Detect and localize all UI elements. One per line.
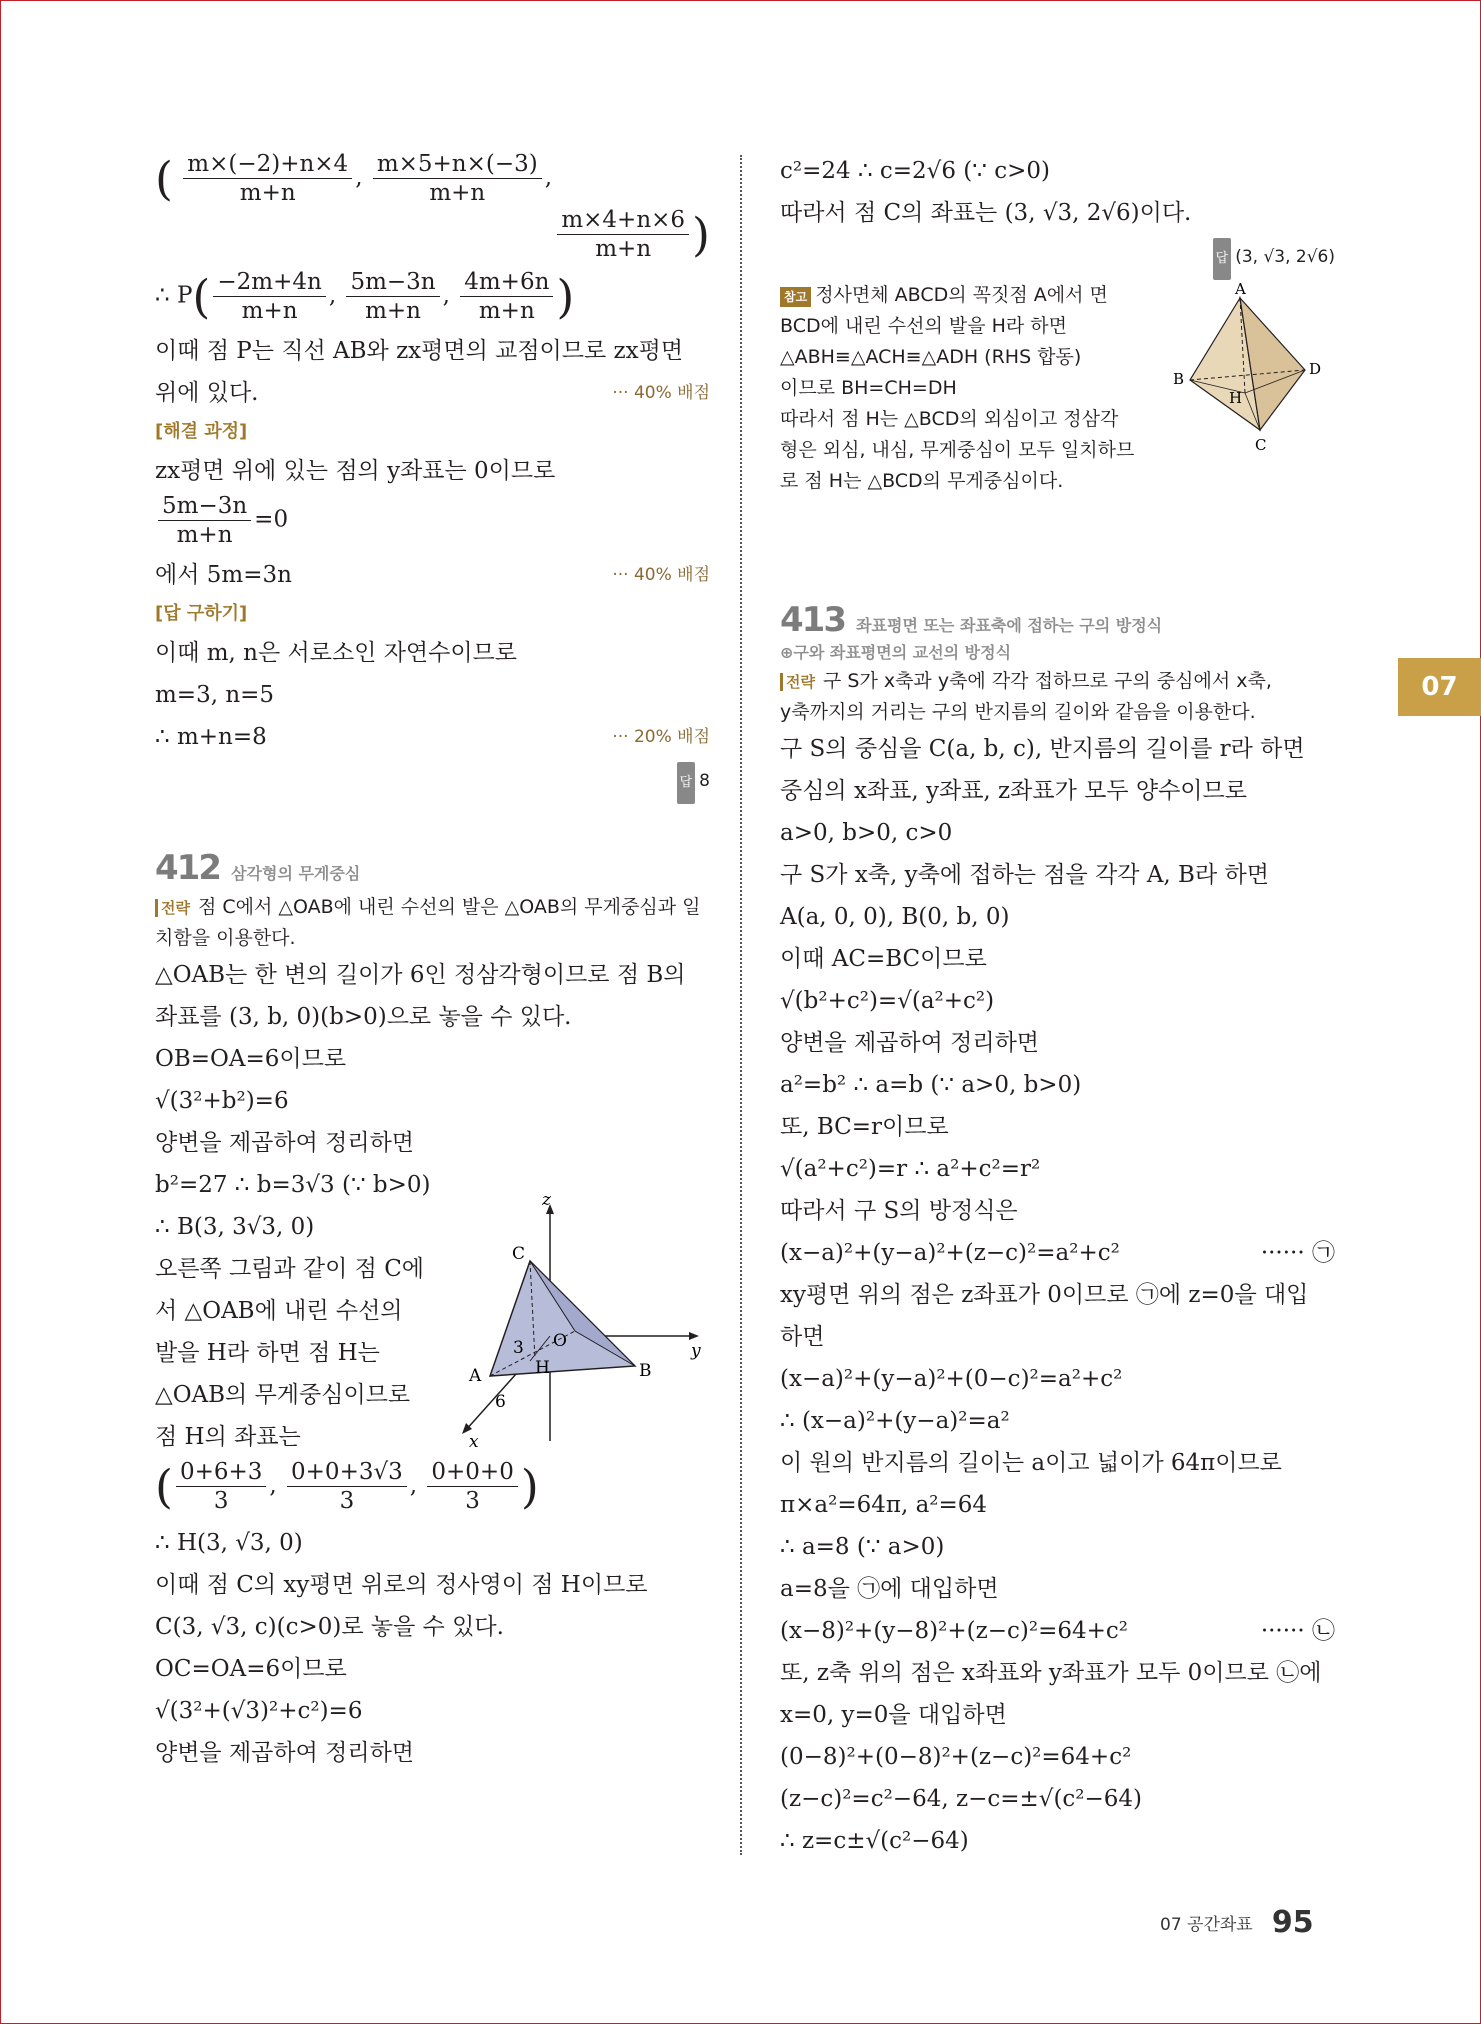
label-d: D xyxy=(1309,360,1322,378)
text-line: OB=OA=6이므로 xyxy=(155,1046,347,1072)
label-three: 3 xyxy=(513,1338,524,1358)
text-line: 이때 점 C의 xy평면 위로의 정사영이 점 H이므로 xyxy=(155,1572,648,1598)
fraction: $\frac{m\times(-2)+n\times 4}{m+n}$ xyxy=(183,150,352,207)
text-line: 이때 점 P는 직선 AB와 zx평면의 교점이므로 zx평면 xyxy=(155,338,684,364)
note-block xyxy=(780,280,1335,530)
text-line: √(b²+c²)=√(a²+c²) xyxy=(780,988,995,1014)
text-line: 따라서 점 C의 좌표는 (3, √3, 2√6)이다. xyxy=(780,200,1192,226)
text-line: π×a²=64π, a²=64 xyxy=(780,1492,988,1518)
text-line: (0−8)²+(0−8)²+(z−c)²=64+c² xyxy=(780,1744,1132,1770)
centroid-formula: ( $\frac{0+6+3}{3}$ , $\frac{0+0+3√3}{3}$ , $\frac{0+0+0}{3}$ ) xyxy=(155,1459,539,1514)
text-line: 또, z축 위의 점은 x좌표와 y좌표가 모두 0이므로 ㉡에 xyxy=(780,1660,1322,1686)
problem-412-header xyxy=(155,848,710,888)
problem-number: 412 xyxy=(155,848,220,888)
y-arrow-icon xyxy=(689,1332,699,1340)
chapter-tab: 07 xyxy=(1398,658,1481,716)
text-line: 서 △OAB에 내린 수선의 xyxy=(155,1298,403,1324)
label-c: C xyxy=(512,1244,526,1264)
label-h: H xyxy=(1229,389,1243,407)
label-six: 6 xyxy=(495,1392,506,1412)
footer-chapter: 07 공간좌표 xyxy=(1160,1915,1253,1935)
text-line: a=8을 ㉠에 대입하면 xyxy=(780,1576,999,1602)
label-z: z xyxy=(542,1190,551,1210)
label-h: H xyxy=(535,1358,550,1378)
text-line: √(3²+(√3)²+c²)=6 xyxy=(155,1698,363,1724)
answer-411: 답 8 xyxy=(155,758,710,804)
label-a: A xyxy=(1235,280,1246,298)
problem-413-header xyxy=(780,600,1335,640)
problem-subtitle: ⊕구와 좌표평면의 교선의 방정식 xyxy=(780,643,1012,662)
answer-icon: 답 xyxy=(677,762,696,804)
section-formula-line2: $\frac{m\times 4+n\times 6}{m+n}$ ) xyxy=(155,206,710,268)
text-line: 오른쪽 그림과 같이 점 C에 xyxy=(155,1256,425,1282)
answer-412: 답 (3, √3, 2√6) xyxy=(780,234,1335,280)
fraction: $\frac{m\times 5+n\times(-3)}{m+n}$ xyxy=(373,150,542,207)
text-line: 또, BC=r이므로 xyxy=(780,1114,949,1140)
fraction: $\frac{m\times 4+n\times 6}{m+n}$ xyxy=(557,206,689,263)
label-b: B xyxy=(1173,370,1185,388)
text-line: 하면 xyxy=(780,1324,825,1350)
text-line: m=3, n=5 xyxy=(155,682,275,708)
label-x: x xyxy=(469,1432,479,1452)
text-line: △OAB는 한 변의 길이가 6인 정삼각형이므로 점 B의 xyxy=(155,962,686,988)
label-c: C xyxy=(1255,436,1267,454)
text-line: A(a, 0, 0), B(0, b, 0) xyxy=(780,904,1010,930)
text-line: √(3²+b²)=6 xyxy=(155,1088,289,1114)
text-line: ∴ H(3, √3, 0) xyxy=(155,1530,303,1556)
strategy-412: 전략 점 C에서 △OAB에 내린 수선의 발은 △OAB의 무게중심과 일치함을 이용한다. xyxy=(155,896,701,949)
text-line: c²=24 ∴ c=2√6 (∵ c>0) xyxy=(780,158,1050,184)
note-tag: 참고 xyxy=(780,287,811,307)
text-line: 좌표를 (3, b, 0)(b>0)으로 놓을 수 있다. xyxy=(155,1004,572,1030)
text-line: 점 H의 좌표는 xyxy=(155,1424,301,1450)
text-line: (x−a)²+(y−a)²+(0−c)²=a²+c² xyxy=(780,1366,1123,1392)
text-line: b²=27 ∴ b=3√3 (∵ b>0) xyxy=(155,1172,431,1198)
problem-number: 413 xyxy=(780,600,845,640)
page-number: 95 xyxy=(1271,1905,1314,1940)
tetrahedron-figure-note xyxy=(1165,280,1335,460)
text-line: a²=b² ∴ a=b (∵ a>0, b>0) xyxy=(780,1072,1082,1098)
text-line: xy평면 위의 점은 z좌표가 0이므로 ㉠에 z=0을 대입 xyxy=(780,1282,1309,1308)
text-line: 양변을 제곱하여 정리하면 xyxy=(155,1740,415,1766)
text-line: C(3, √3, c)(c>0)로 놓을 수 있다. xyxy=(155,1614,504,1640)
text-line: 이때 AC=BC이므로 xyxy=(780,946,987,972)
text-line: √(a²+c²)=r ∴ a²+c²=r² xyxy=(780,1156,1041,1182)
text-line: 따라서 구 S의 방정식은 xyxy=(780,1198,1018,1224)
note-text: 참고 정사면체 ABCD의 꼭짓점 A에서 면 BCD에 내린 수선의 발을 H라 하면 △ABH≡△ACH≡△ADH (RHS 합동) 이므로 BH=CH=DH 따라서 점 H는 △BCD의 외심이고 정삼각 형은 외심, 내심, 무게중심이 모두 일치하므 로 점 H는 △BCD의 무게중심이다. xyxy=(780,284,1135,492)
text-line: OC=OA=6이므로 xyxy=(155,1656,347,1682)
text-line: a>0, b>0, c>0 xyxy=(780,820,953,846)
point-p-formula: ∴ P( $\frac{-2m+4n}{m+n}$ , $\frac{5m-3n}{m+n}$ , $\frac{4m+6n}{m+n}$ ) xyxy=(155,269,575,324)
step-label-solve: [해결 과정] xyxy=(155,421,248,442)
text-line: 구 S의 중심을 C(a, b, c), 반지름의 길이를 r라 하면 xyxy=(780,736,1305,762)
text-line-with-score: 위에 있다. ··· 40% 배점 xyxy=(155,372,710,414)
text-line: x=0, y=0을 대입하면 xyxy=(780,1702,1007,1728)
column-divider xyxy=(740,155,742,1855)
strategy-tag: 전략 xyxy=(780,673,819,691)
label-y: y xyxy=(691,1341,701,1361)
text-line: ∴ B(3, 3√3, 0) xyxy=(155,1214,315,1240)
text-line: △OAB의 무게중심이므로 xyxy=(155,1382,411,1408)
equation-mark-2: ······ ㉡ xyxy=(1260,1618,1335,1644)
text-line: 발을 H라 하면 점 H는 xyxy=(155,1340,380,1366)
text-line: ∴ z=c±√(c²−64) xyxy=(780,1828,969,1854)
strategy-413-line2: y축까지의 거리는 구의 반지름의 길이와 같음을 이용한다. xyxy=(780,701,1256,723)
right-column xyxy=(780,150,1335,1862)
text-line: (z−c)²=c²−64, z−c=±√(c²−64) xyxy=(780,1786,1143,1812)
text-line: 이때 m, n은 서로소인 자연수이므로 xyxy=(155,640,518,666)
text-line: 양변을 제곱하여 정리하면 xyxy=(155,1130,415,1156)
equation-mark-1: ······ ㉠ xyxy=(1260,1240,1335,1266)
label-b: B xyxy=(639,1361,652,1381)
text-line-with-score: ∴ m+n=8 ··· 20% 배점 xyxy=(155,724,710,750)
score-note: ··· 40% 배점 xyxy=(612,383,710,403)
left-column xyxy=(155,150,710,1774)
text-line: ∴ a=8 (∵ a>0) xyxy=(780,1534,945,1560)
text-line-with-score: 에서 5m=3n ··· 40% 배점 xyxy=(155,562,710,588)
text-line: 양변을 제곱하여 정리하면 xyxy=(780,1030,1040,1056)
problem-title: 삼각형의 무게중심 xyxy=(231,864,361,883)
label-o: O xyxy=(553,1331,567,1351)
text-line: 이 원의 반지름의 길이는 a이고 넓이가 64π이므로 xyxy=(780,1450,1282,1476)
equation-fraction: $\frac{5m-3n}{m+n}$ =0 xyxy=(155,492,710,554)
text-line: 구 S가 x축, y축에 접하는 점을 각각 A, B라 하면 xyxy=(780,862,1269,888)
text-line: ∴ (x−a)²+(y−a)²=a² xyxy=(780,1408,1010,1434)
answer-icon: 답 xyxy=(1213,238,1232,280)
step-label-answer: [답 구하기] xyxy=(155,603,248,624)
figure-block-412 xyxy=(155,1190,710,1458)
section-formula-line1: ( $\frac{m\times(-2)+n\times 4}{m+n}$ , $\frac{m\times 5+n\times(-3)}{m+n}$ , xyxy=(155,151,553,206)
strategy-tag: 전략 xyxy=(155,899,194,917)
page-footer xyxy=(1160,1905,1314,1940)
tetra-front-face xyxy=(490,1261,635,1376)
text-line: zx평면 위에 있는 점의 y좌표는 0이므로 xyxy=(155,458,556,484)
equation-with-mark: (x−8)²+(y−8)²+(z−c)²=64+c² ······ ㉡ xyxy=(780,1610,1335,1652)
text-line: 중심의 x좌표, y좌표, z좌표가 모두 양수이므로 xyxy=(780,778,1247,804)
strategy-413: 전략 구 S가 x축과 y축에 각각 접하므로 구의 중심에서 x축, xyxy=(780,666,1335,697)
label-a: A xyxy=(469,1366,482,1386)
equation-with-mark: (x−a)²+(y−a)²+(z−c)²=a²+c² ······ ㉠ xyxy=(780,1232,1335,1274)
tetrahedron-figure-412 xyxy=(455,1190,705,1452)
problem-title: 좌표평면 또는 좌표축에 접하는 구의 방정식 xyxy=(856,616,1163,635)
